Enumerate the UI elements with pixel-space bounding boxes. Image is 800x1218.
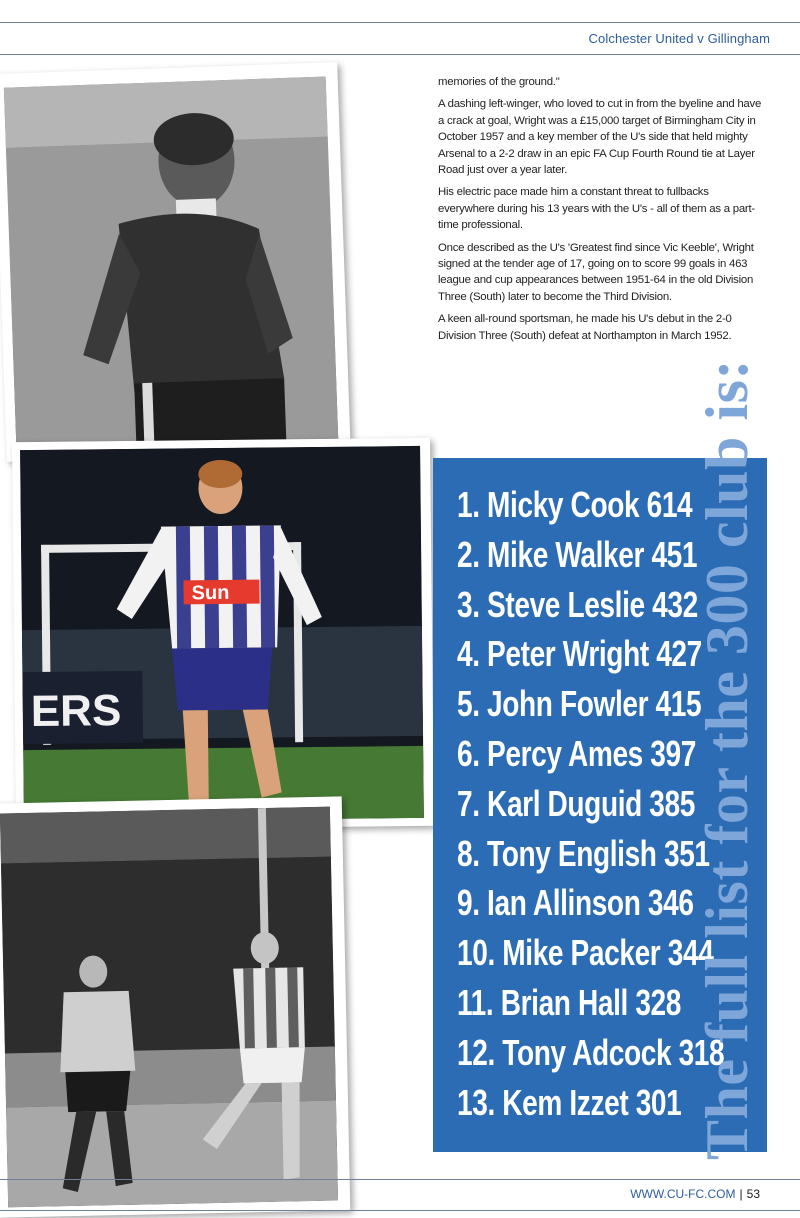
article-paragraph: His electric pace made him a constant threat to fullbacks everywhere during his 13 years with the U's - all of them as a part-time professional. bbox=[438, 186, 755, 232]
bottom-rule bbox=[0, 1210, 800, 1211]
page-header-title: Colchester United v Gillingham bbox=[588, 31, 770, 46]
photo-player-striped-kit bbox=[12, 438, 434, 830]
photo-player-portrait bbox=[0, 62, 351, 462]
club-list-item: 13. Kem Izzet 301 bbox=[457, 1081, 682, 1123]
club-list-item: 8. Tony English 351 bbox=[457, 832, 710, 874]
club-list-item: 3. Steve Leslie 432 bbox=[457, 583, 698, 625]
club-list-item: 2. Mike Walker 451 bbox=[457, 533, 698, 575]
club-list-item: 5. John Fowler 415 bbox=[457, 683, 702, 725]
article-paragraph: A keen all-round sportsman, he made his U's debut in the 2-0 Division Three (South) defeat at Northampton in March 1952. bbox=[438, 313, 732, 342]
top-rule bbox=[0, 22, 800, 23]
shirt-sponsor-text: Sun bbox=[191, 581, 230, 605]
player-striped-kit-illustration bbox=[20, 446, 424, 822]
footer-separator: | bbox=[739, 1187, 743, 1201]
club-list-item: 4. Peter Wright 427 bbox=[457, 633, 702, 675]
club-list-item: 9. Ian Allinson 346 bbox=[457, 882, 694, 924]
club-list-item: 10. Mike Packer 344 bbox=[457, 932, 714, 974]
photo-match-action bbox=[0, 796, 350, 1217]
player-portrait-illustration bbox=[4, 77, 339, 452]
page-number: 53 bbox=[746, 1187, 760, 1201]
header-rule bbox=[0, 54, 800, 55]
article-body bbox=[438, 74, 763, 350]
advertising-board-text: ERS bbox=[30, 686, 122, 737]
footer-rule bbox=[0, 1179, 800, 1180]
club-list-item: 11. Brian Hall 328 bbox=[457, 981, 682, 1023]
photo-player-striped-kit-image bbox=[20, 446, 424, 822]
page-footer bbox=[630, 1187, 760, 1201]
footer-website-url: WWW.CU-FC.COM bbox=[630, 1187, 736, 1201]
photo-player-portrait-image bbox=[4, 77, 339, 452]
match-action-illustration bbox=[0, 807, 338, 1208]
club-list-item: 1. Micky Cook 614 bbox=[457, 484, 693, 525]
club-list-item: 6. Percy Ames 397 bbox=[457, 732, 696, 774]
article-paragraph: Once described as the U's 'Greatest find since Vic Keeble', Wright signed at the tender age of 17, going on to score 99 goals in 463 league and cup appearances between 1951-64 in the old Division Three (South) later to become the Third Division. bbox=[438, 241, 754, 303]
article-paragraph: A dashing left-winger, who loved to cut in from the byeline and have a crack at goal, Wright was a £15,000 target of Birmingham City in October 1957 and a key member of the U's side that held mighty Arsenal to a 2-2 draw in an epic FA Cup Fourth Round tie at Layer Road just over a year later. bbox=[438, 98, 762, 177]
article-paragraph: memories of the ground." bbox=[438, 76, 560, 88]
photo-match-action-image bbox=[0, 807, 338, 1208]
club-list-item: 12. Tony Adcock 318 bbox=[457, 1031, 725, 1073]
club-list-item: 7. Karl Duguid 385 bbox=[457, 782, 695, 824]
club-300-vertical-heading: The full list for the 300 club is: bbox=[694, 359, 760, 1160]
